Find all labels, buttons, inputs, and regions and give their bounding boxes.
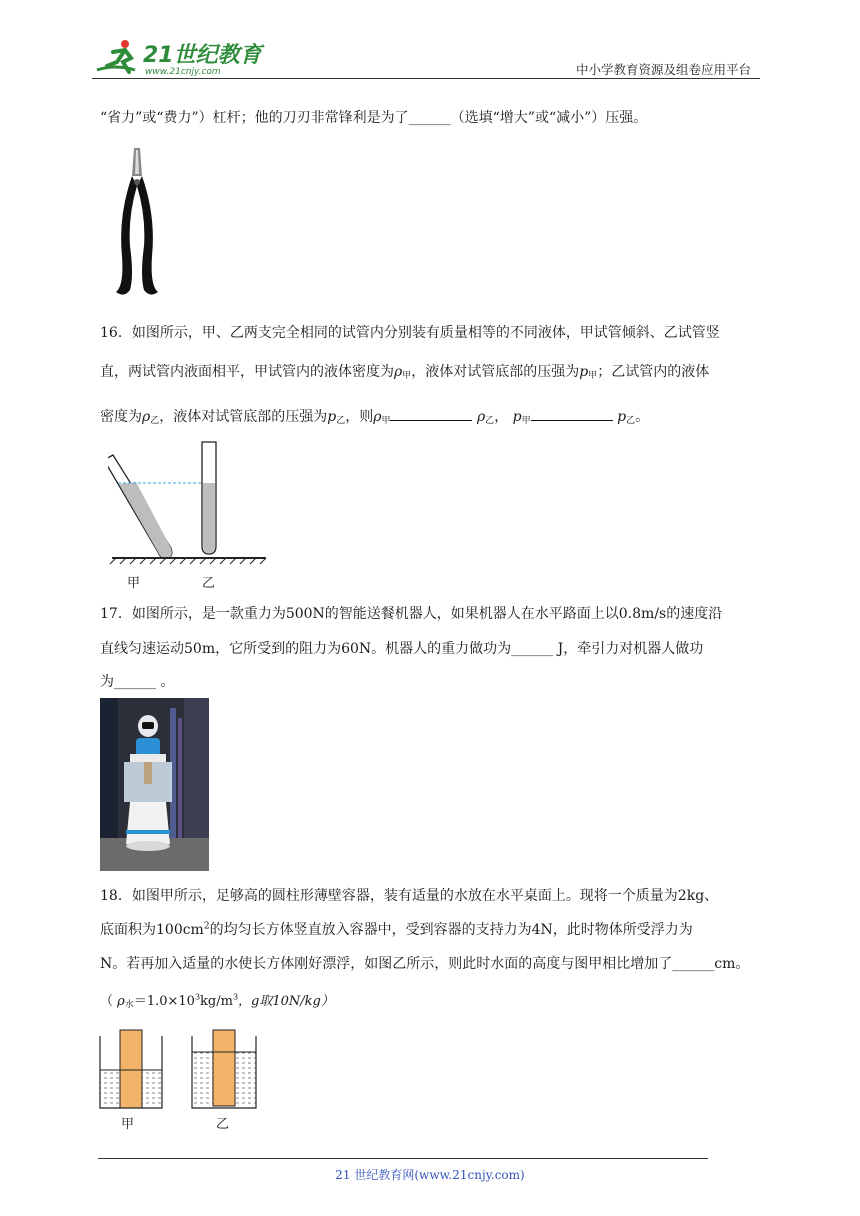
caption-yi-q18: 乙	[216, 1117, 230, 1132]
q18-line2: 底面积为$100cm^2$的均匀长方体竖直放入容器中，受到容器的支持力为4N，此时物体所受浮力为	[100, 921, 693, 938]
footer-link[interactable]: 21 世纪教育网(www.21cnjy.com)	[335, 1168, 525, 1182]
q16-line3: 密度为$\rho_乙$，液体对试管底部的压强为$p_乙$，则$\rho_甲$ $\rho_乙$， $p_甲$ $p_乙$。	[100, 406, 649, 426]
q15-text: “省力”或“费力”）杠杆；他的刀刃非常锋利是为了______（选填“增大”或“减小”）压强。	[100, 110, 648, 126]
container-jia	[100, 1030, 162, 1108]
q18-line4: （ $\rho_水=1.0\times 10^3kg/m^3$，g取10N/kg）	[100, 992, 334, 1010]
logo-url: www.21cnjy.com	[145, 67, 221, 77]
caption-jia-q18: 甲	[121, 1117, 135, 1132]
caption-yi-q16: 乙	[202, 576, 216, 591]
q18-line1: 18．如图甲所示，足够高的圆柱形薄壁容器，装有适量的水放在水平桌面上。现将一个质量为2kg、	[100, 888, 719, 904]
test-tubes-diagram	[108, 440, 273, 590]
brand-logo	[95, 36, 265, 78]
q17-line3: 为______ 。	[100, 674, 175, 690]
header-platform-text: 中小学教育资源及组卷应用平台	[576, 62, 752, 77]
robot-photo	[100, 698, 209, 871]
q16-line2: 直，两试管内液面相平，甲试管内的液体密度为$\rho_甲$，液体对试管底部的压强为$p_甲$；乙试管内的液体	[100, 364, 710, 381]
header-divider	[92, 78, 760, 79]
containers-diagram	[98, 1026, 264, 1112]
q16-line1: 16．如图所示，甲、乙两支完全相同的试管内分别装有质量相等的不同液体，甲试管倾斜、乙试管竖	[100, 325, 720, 341]
pliers-image	[112, 146, 162, 298]
logo-text: 21世纪教育	[143, 43, 262, 68]
q18-line3: N。若再加入适量的水使长方体刚好漂浮，如图乙所示，则此时水面的高度与图甲相比增加了______cm。	[100, 956, 750, 972]
tube-jia	[108, 455, 172, 558]
tube-yi	[202, 442, 216, 554]
q17-line1: 17．如图所示，是一款重力为500N的智能送餐机器人，如果机器人在水平路面上以0.8m/s的速度沿	[100, 606, 723, 622]
q17-line2: 直线匀速运动50m，它所受到的阻力为60N。机器人的重力做功为______ J，牵引力对机器人做功	[100, 641, 704, 657]
caption-jia-q16: 甲	[127, 576, 141, 591]
footer-divider	[98, 1158, 708, 1159]
runner-icon	[97, 40, 135, 72]
container-yi	[192, 1030, 256, 1108]
